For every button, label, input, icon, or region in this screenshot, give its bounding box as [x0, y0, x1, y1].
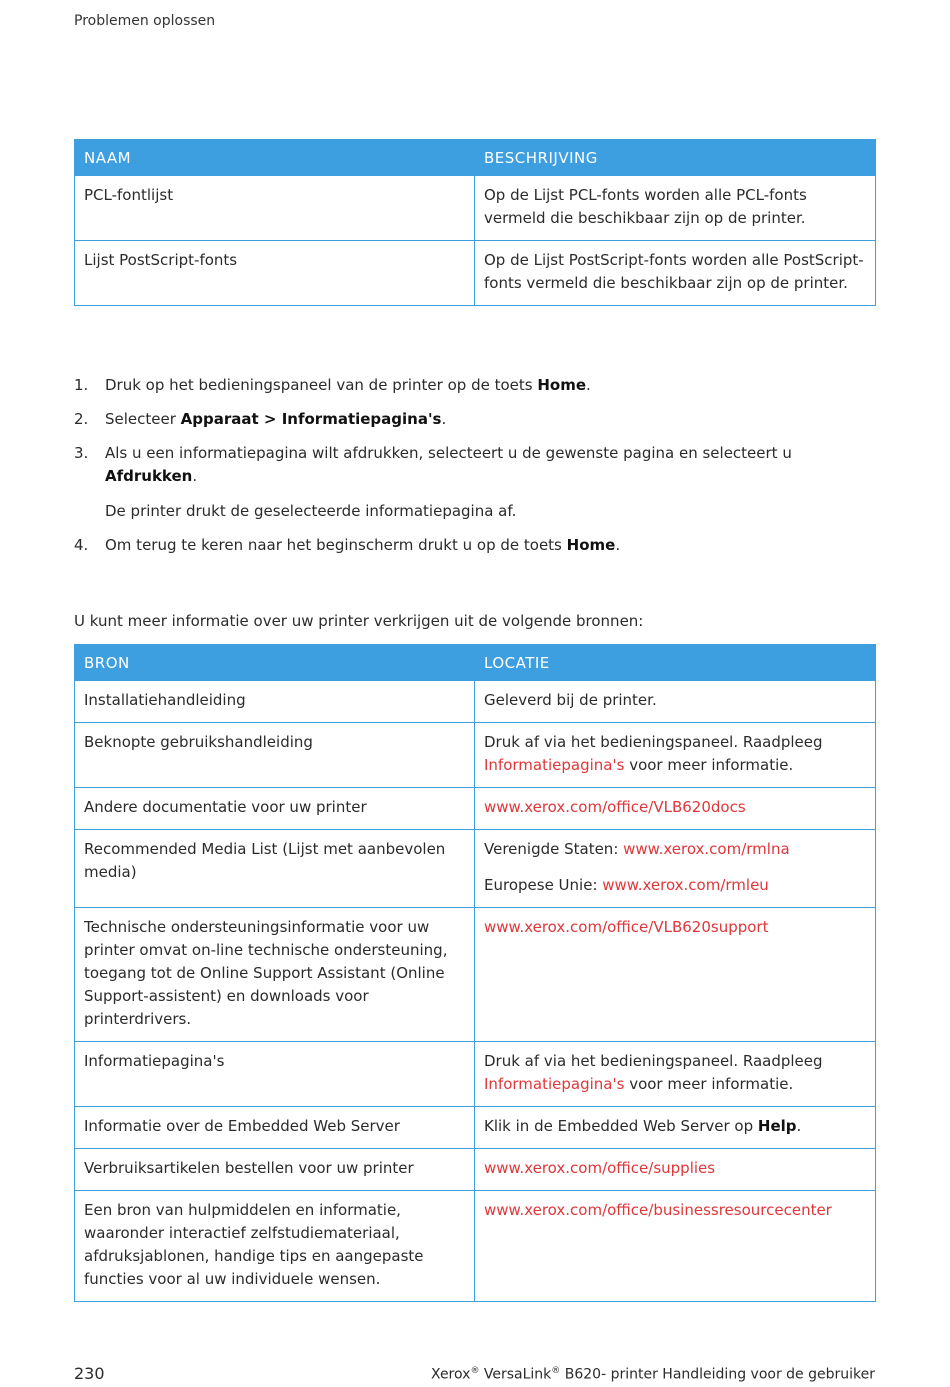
footer-brand: Xerox	[430, 1366, 471, 1383]
step-text: Selecteer	[105, 410, 181, 428]
eu-line	[484, 874, 866, 897]
step-text: Om terug te keren naar het beginscherm drukt u op de toets	[105, 536, 567, 554]
table-cell: Andere documentatie voor uw printer	[75, 788, 475, 830]
footer-title	[431, 1366, 875, 1383]
table-row	[75, 1149, 876, 1191]
supplies-link[interactable]: www.xerox.com/office/supplies	[484, 1159, 716, 1177]
table-cell: Op de Lijst PCL-fonts worden alle PCL-fonts vermeld die beschikbaar zijn op de printer.	[475, 176, 876, 241]
line-gap	[484, 861, 866, 874]
table-cell: Verbruiksartikelen bestellen voor uw printer	[75, 1149, 475, 1191]
footer-rest: B620- printer Handleiding voor de gebruiker	[560, 1366, 875, 1383]
footer-product: VersaLink	[479, 1366, 552, 1383]
cell-text: Verenigde Staten:	[484, 840, 624, 858]
table-header-row	[75, 140, 876, 176]
fonts-table	[74, 139, 876, 306]
steps-list	[74, 374, 874, 568]
step-end: .	[615, 536, 621, 554]
table-cell: Lijst PostScript-fonts	[75, 241, 475, 306]
table-cell: Op de Lijst PostScript-fonts worden alle PostScript-fonts vermeld die beschikbaar zijn op de printer.	[475, 241, 876, 306]
table-header-row	[75, 645, 876, 681]
step-keyword: Home	[566, 536, 616, 554]
step-item	[74, 408, 874, 431]
table-row	[75, 1042, 876, 1107]
table-cell	[475, 1042, 876, 1107]
step-keyword: Afdrukken	[105, 467, 193, 485]
page-number: 230	[74, 1364, 105, 1383]
column-header: BESCHRIJVING	[475, 140, 876, 176]
step-text: Als u een informatiepagina wilt afdrukken, selecteert u de gewenste pagina en selecteert u	[105, 444, 792, 462]
cell-text: voor meer informatie.	[624, 756, 794, 774]
table-cell: Recommended Media List (Lijst met aanbevolen media)	[75, 830, 475, 908]
step-number: 4.	[74, 536, 89, 554]
table-cell: Een bron van hulpmiddelen en informatie, waaronder interactief zelfstudiemateriaal, afdruksjablonen, handige tips en aangepaste functies voor al uw individuele wensen.	[75, 1191, 475, 1302]
business-resource-link[interactable]: www.xerox.com/office/businessresourcecenter	[484, 1201, 832, 1219]
table-row	[75, 830, 876, 908]
step-end: .	[441, 410, 447, 428]
table-row	[75, 241, 876, 306]
table-row	[75, 908, 876, 1042]
cell-text: Klik in de Embedded Web Server op	[484, 1117, 758, 1135]
table-row	[75, 681, 876, 723]
support-link[interactable]: www.xerox.com/office/VLB620support	[484, 918, 769, 936]
rmleu-link[interactable]: www.xerox.com/rmleu	[602, 876, 769, 894]
step-item	[74, 374, 874, 397]
table-cell: Beknopte gebruikshandleiding	[75, 723, 475, 788]
cell-text: Druk af via het bedieningspaneel. Raadpleeg	[484, 733, 823, 751]
table-cell: Informatie over de Embedded Web Server	[75, 1107, 475, 1149]
cell-text: voor meer informatie.	[624, 1075, 794, 1093]
step-keyword: Apparaat > Informatiepagina's	[180, 410, 442, 428]
info-pages-link[interactable]: Informatiepagina's	[484, 1075, 625, 1093]
table-cell: Installatiehandleiding	[75, 681, 475, 723]
table-row	[75, 1191, 876, 1302]
cell-text: Europese Unie:	[484, 876, 603, 894]
table-cell	[475, 1149, 876, 1191]
step-item	[74, 442, 874, 523]
registered-mark: ®	[470, 1366, 480, 1376]
step-end: .	[586, 376, 591, 394]
table-cell	[475, 788, 876, 830]
table-cell	[475, 1107, 876, 1149]
resources-intro: U kunt meer informatie over uw printer verkrijgen uit de volgende bronnen:	[74, 612, 644, 630]
table-cell: Informatiepagina's	[75, 1042, 475, 1107]
us-line	[484, 838, 866, 861]
step-end: .	[192, 467, 198, 485]
step-item	[74, 534, 874, 557]
step-number: 1.	[74, 376, 89, 394]
table-cell	[475, 830, 876, 908]
help-keyword: Help	[757, 1117, 797, 1135]
running-header: Problemen oplossen	[74, 13, 216, 29]
column-header: NAAM	[75, 140, 475, 176]
table-row	[75, 176, 876, 241]
rmlna-link[interactable]: www.xerox.com/rmlna	[623, 840, 790, 858]
resources-table	[74, 644, 876, 1302]
table-cell	[475, 1191, 876, 1302]
table-cell	[475, 908, 876, 1042]
step-number: 3.	[74, 444, 89, 462]
table-cell: Geleverd bij de printer.	[475, 681, 876, 723]
table-cell: PCL-fontlijst	[75, 176, 475, 241]
table-row	[75, 1107, 876, 1149]
step-note: De printer drukt de geselecteerde informatiepagina af.	[105, 502, 517, 520]
cell-text: .	[796, 1117, 802, 1135]
docs-link[interactable]: www.xerox.com/office/VLB620docs	[484, 798, 746, 816]
registered-mark: ®	[551, 1366, 561, 1376]
table-row	[75, 723, 876, 788]
column-header: LOCATIE	[475, 645, 876, 681]
step-keyword: Home	[537, 376, 587, 394]
table-cell: Technische ondersteuningsinformatie voor uw printer omvat on-line technische ondersteuning, toegang tot de Online Support Assistant (Online Support-assistent) en downloads voor printerdrivers.	[75, 908, 475, 1042]
table-cell	[475, 723, 876, 788]
column-header: BRON	[75, 645, 475, 681]
cell-text: Druk af via het bedieningspaneel. Raadpleeg	[484, 1052, 823, 1070]
info-pages-link[interactable]: Informatiepagina's	[484, 756, 625, 774]
step-number: 2.	[74, 410, 89, 428]
table-row	[75, 788, 876, 830]
step-text: Druk op het bedieningspaneel van de printer op de toets	[105, 376, 538, 394]
